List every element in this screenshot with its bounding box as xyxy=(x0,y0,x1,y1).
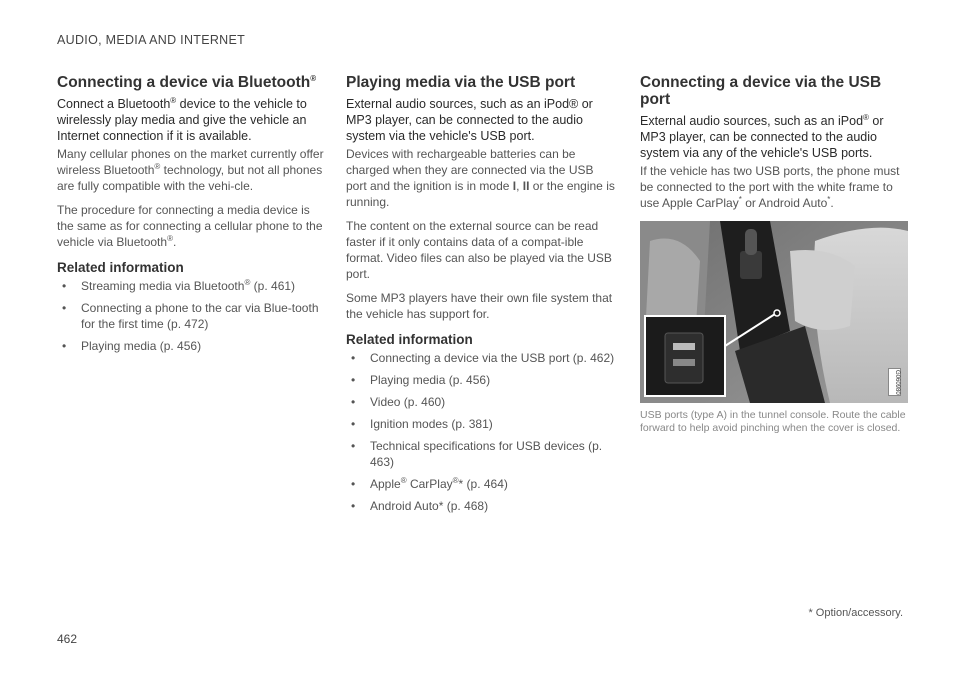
related-link[interactable]: • Apple® CarPlay®* (p. 464) xyxy=(351,476,508,491)
paragraph: The procedure for connecting a media device is the same as for connecting a cellular phone to the vehicle via Bluetooth®. xyxy=(57,203,323,249)
related-link[interactable]: • Playing media (p. 456) xyxy=(351,373,491,387)
running-header: AUDIO, MEDIA AND INTERNET xyxy=(57,33,246,47)
related-link[interactable]: • Streaming media via Bluetooth® (p. 461) xyxy=(62,278,296,293)
paragraph: If the vehicle has two USB ports, the phone must be connected to the port with the white frame to use Apple CarPlay* or Android Auto*. xyxy=(640,164,900,210)
intro-text: External audio sources, such as an iPod® or MP3 player, can be connected to the audio system via any of the vehicle's USB ports. xyxy=(640,112,884,160)
usb-port-photo xyxy=(640,221,908,403)
paragraph: The content on the external source can be read faster if it only contains data of a compat-ible format. Video files can also be played via the USB port. xyxy=(346,219,612,281)
paragraph: Some MP3 players have their own file system that the vehicle has support for. xyxy=(346,291,613,321)
section-bluetooth xyxy=(57,74,325,360)
section-title: Connecting a device via Bluetooth® xyxy=(57,73,317,91)
section-usb-playing xyxy=(346,74,616,520)
related-list xyxy=(57,278,325,354)
paragraph: Many cellular phones on the market currently offer wireless Bluetooth® technology, but not all phones are fully compatible with the vehi-cle. xyxy=(57,147,324,193)
image-caption: USB ports (type A) in the tunnel console. Route the cable forward to help avoid pinching when the cover is closed. xyxy=(640,409,906,434)
related-heading: Related information xyxy=(346,332,473,347)
intro-text: Connect a Bluetooth® device to the vehicle to wirelessly play media and give the vehicle an Internet connection if it is available. xyxy=(57,95,307,143)
image-code: G060980 xyxy=(888,368,901,396)
related-link[interactable]: • Video (p. 460) xyxy=(351,395,446,409)
section-title: Playing media via the USB port xyxy=(346,74,576,91)
related-link[interactable]: • Playing media (p. 456) xyxy=(62,339,202,353)
section-title: Connecting a device via the USB port xyxy=(640,74,882,108)
related-link[interactable]: • Ignition modes (p. 381) xyxy=(351,417,493,431)
related-link[interactable]: • Connecting a device via the USB port (p. 462) xyxy=(351,351,615,365)
section-usb-connecting xyxy=(640,74,908,435)
paragraph: Devices with rechargeable batteries can be charged when they are connected via the USB port and the ignition is in mode I, II or the engine is running. xyxy=(346,147,615,209)
related-heading: Related information xyxy=(57,260,184,275)
footnote: * Option/accessory. xyxy=(808,607,903,619)
related-link[interactable]: • Technical specifications for USB devices (p. 463) xyxy=(351,439,603,469)
related-link[interactable]: • Connecting a phone to the car via Blue-tooth for the first time (p. 472) xyxy=(62,301,319,331)
related-link[interactable]: • Android Auto* (p. 468) xyxy=(351,499,489,513)
intro-text: External audio sources, such as an iPod® or MP3 player, can be connected to the audio system via the vehicle's USB port. xyxy=(346,97,593,143)
tunnel-console-illustration xyxy=(640,221,908,403)
page-number: 462 xyxy=(57,632,78,646)
related-list xyxy=(346,350,616,514)
